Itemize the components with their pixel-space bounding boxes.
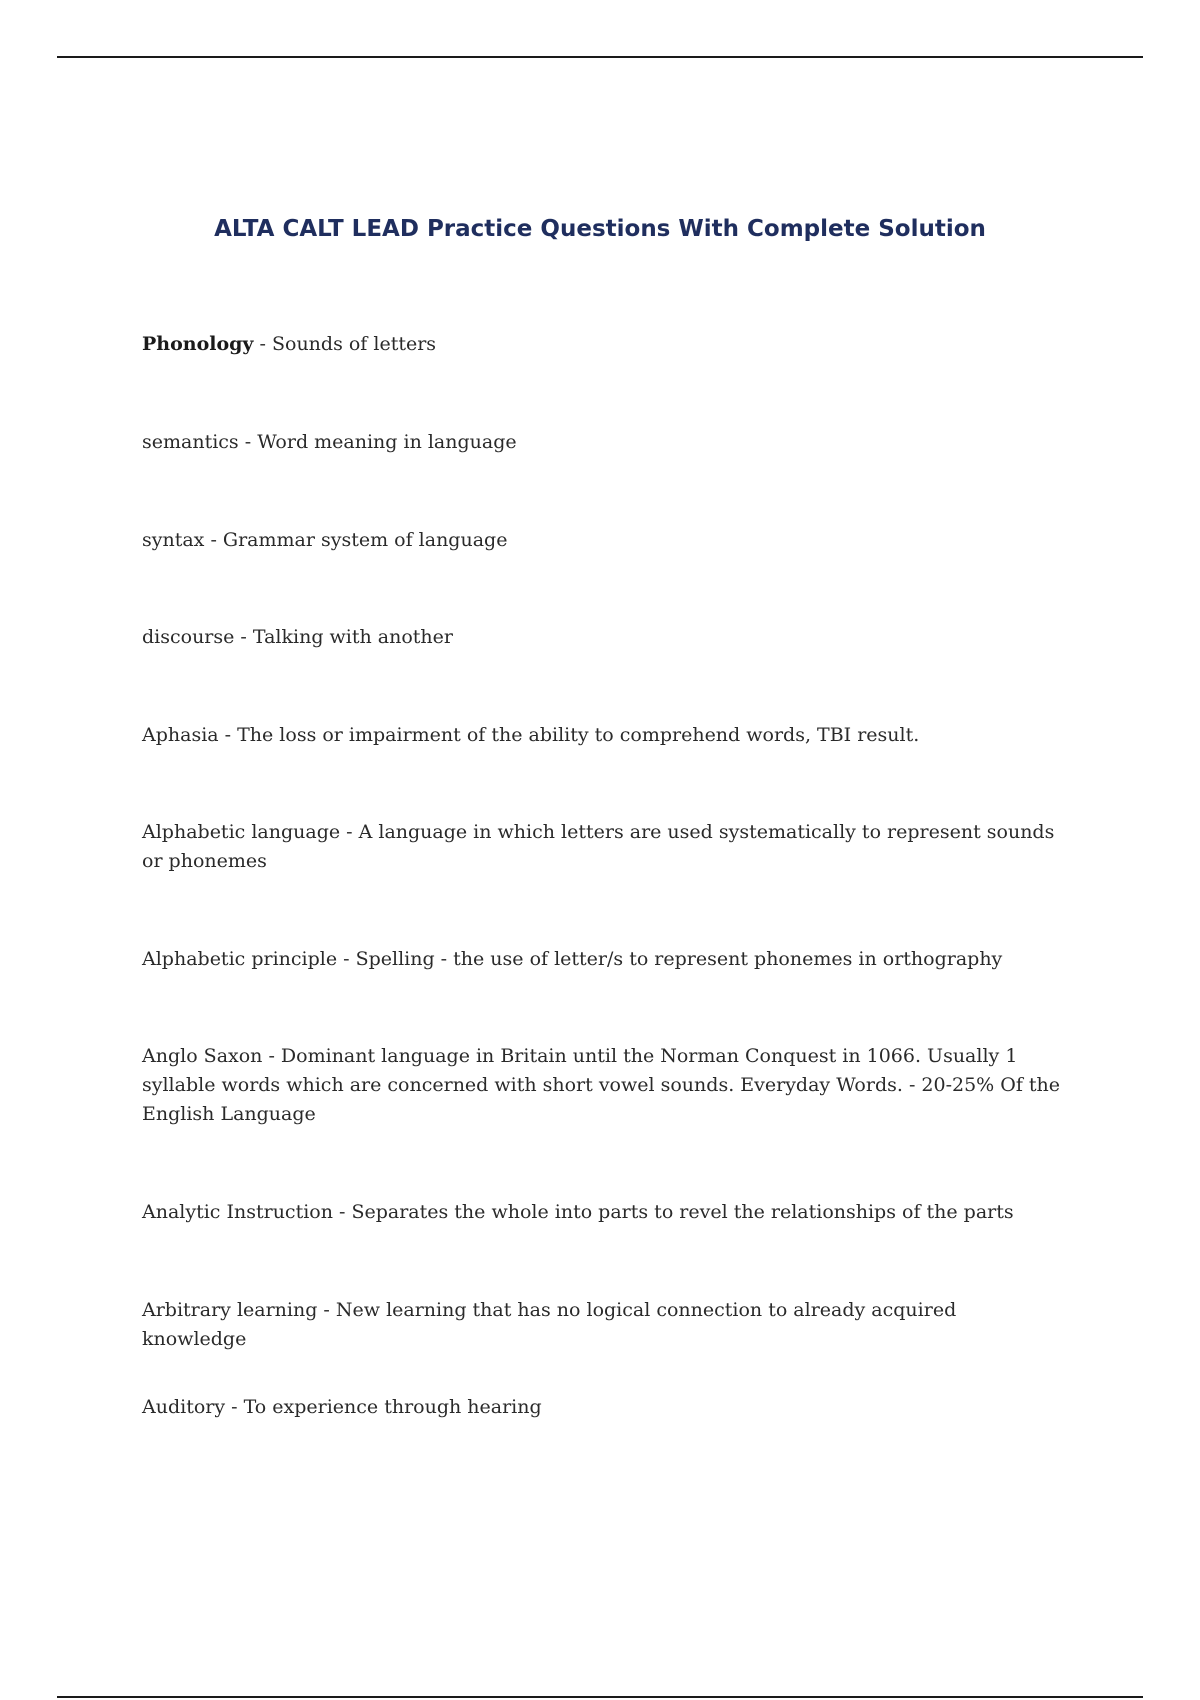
entry-separator: -	[332, 1201, 352, 1223]
entry-term: semantics	[142, 431, 239, 453]
entry-separator: -	[262, 1045, 281, 1067]
entry-term: Alphabetic language	[142, 821, 341, 843]
entry-definition: New learning that has no logical connection to already acquired knowledge	[142, 1299, 957, 1350]
page-title: ALTA CALT LEAD Practice Questions With Complete Solution	[214, 216, 986, 242]
entry-separator: -	[218, 724, 238, 746]
entry-term: syntax	[142, 529, 205, 551]
entry-term: Analytic Instruction	[142, 1201, 333, 1223]
entry-definition: Word meaning in language	[257, 431, 517, 453]
entry-separator: -	[234, 626, 253, 648]
entry-term: Arbitrary learning	[142, 1299, 318, 1321]
entry-separator: -	[340, 821, 359, 843]
entry-definition: Separates the whole into parts to revel the relationships of the parts	[351, 1201, 1014, 1223]
glossary-entry-phonology	[142, 330, 1062, 359]
entry-separator: -	[317, 1299, 336, 1321]
entry-definition: A language in which letters are used systematically to represent sounds or phonemes	[142, 821, 1055, 872]
entry-separator: -	[204, 529, 223, 551]
entry-term: Anglo Saxon	[142, 1045, 263, 1067]
glossary-entry-analytic-instruction	[142, 1198, 1062, 1227]
entry-term: Aphasia	[142, 724, 219, 746]
glossary-entry-syntax	[142, 526, 1062, 555]
glossary-entry-discourse	[142, 623, 1062, 652]
footer-rule	[57, 1696, 1143, 1698]
entry-term: Auditory	[142, 1396, 226, 1418]
glossary-entry-anglo-saxon	[142, 1042, 1062, 1129]
entry-separator: -	[238, 431, 258, 453]
entry-separator: -	[337, 948, 356, 970]
entry-term: discourse	[142, 626, 235, 648]
entry-separator: -	[253, 333, 272, 355]
entry-separator: -	[225, 1396, 244, 1418]
glossary-entry-alphabetic-principle	[142, 945, 1062, 974]
entry-definition: The loss or impairment of the ability to comprehend words, TBI result.	[237, 724, 920, 746]
glossary-entry-auditory	[142, 1393, 1062, 1422]
entry-term: Alphabetic principle	[142, 948, 338, 970]
entry-definition: Sounds of letters	[271, 333, 437, 355]
entry-definition: Spelling - the use of letter/s to represent phonemes in orthography	[355, 948, 1003, 970]
glossary-entry-alphabetic-language	[142, 818, 1062, 876]
entry-definition: Grammar system of language	[222, 529, 508, 551]
entry-definition: Dominant language in Britain until the Norman Conquest in 1066. Usually 1 syllable words which are concerned with short vowel sounds. Everyday Words. - 20-25% Of the English Language	[142, 1045, 1061, 1125]
entry-definition: To experience through hearing	[243, 1396, 542, 1418]
glossary-entry-aphasia	[142, 721, 1062, 750]
entry-definition: Talking with another	[252, 626, 453, 648]
glossary-entry-semantics	[142, 428, 1062, 457]
glossary-entry-arbitrary-learning	[142, 1296, 1062, 1354]
entry-term: Phonology	[142, 333, 254, 355]
